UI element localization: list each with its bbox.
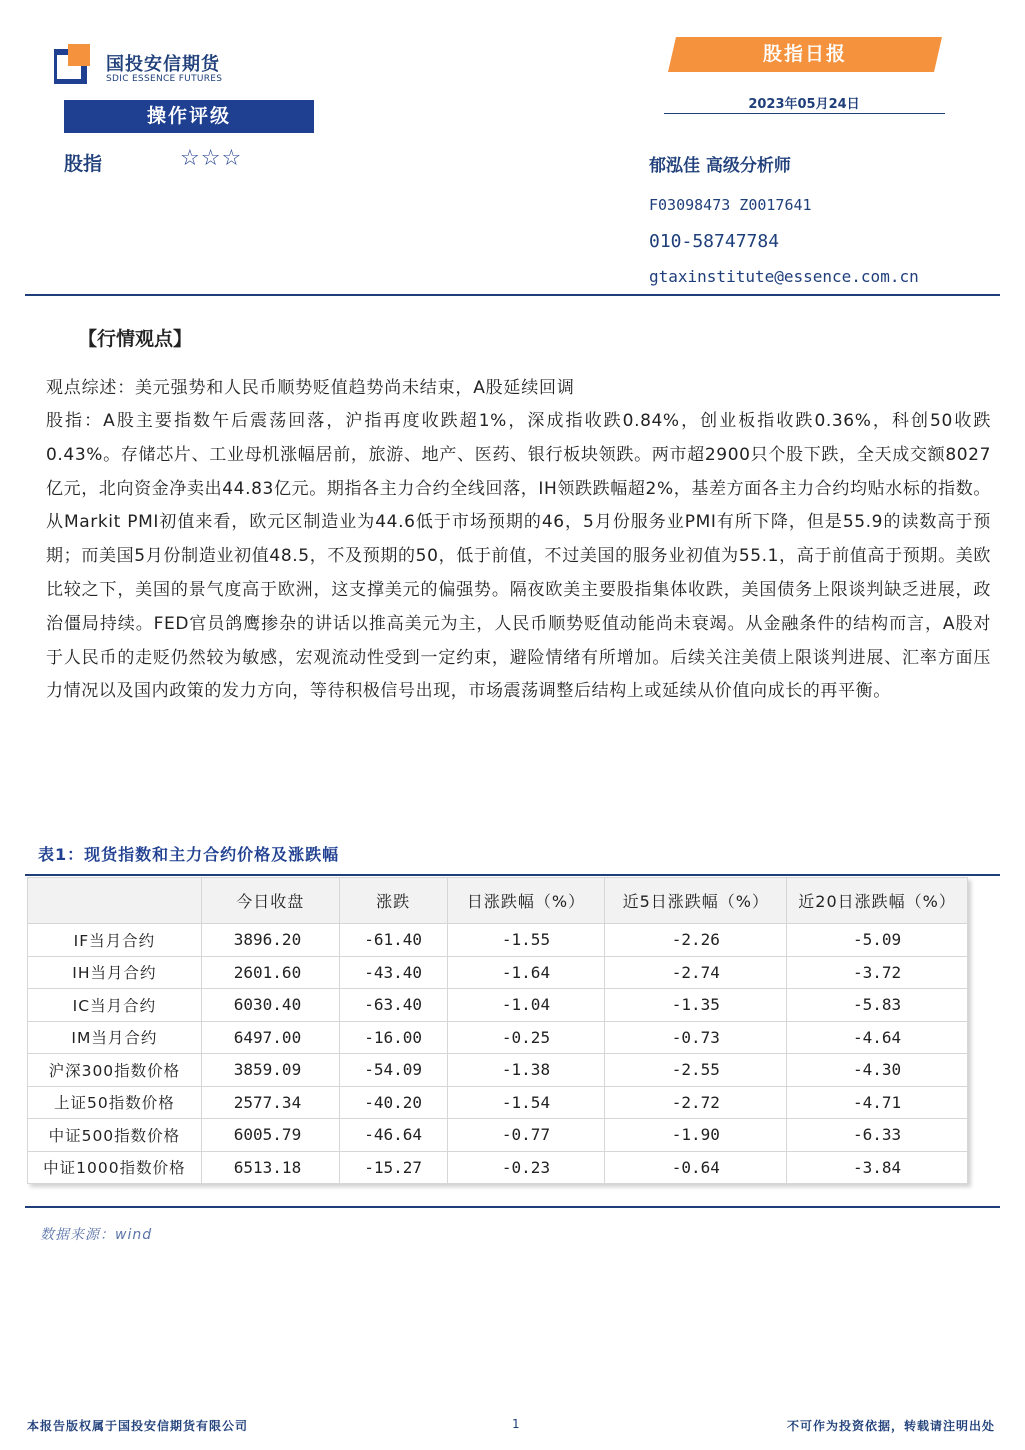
cell-daily-pct: -0.25 xyxy=(447,1021,605,1054)
cell-5d-pct: -2.26 xyxy=(605,924,787,957)
report-date: 2023年05月24日 xyxy=(748,97,860,112)
price-table xyxy=(27,877,968,1184)
cell-5d-pct: -0.73 xyxy=(605,1021,787,1054)
column-header: 近20日涨跌幅（%） xyxy=(787,878,968,924)
row-name: 上证50指数价格 xyxy=(28,1086,202,1119)
cell-20d-pct: -4.30 xyxy=(787,1054,968,1087)
cell-daily-pct: -0.77 xyxy=(447,1119,605,1152)
table-row xyxy=(28,1119,968,1152)
cell-close: 6005.79 xyxy=(201,1119,339,1152)
cell-20d-pct: -5.09 xyxy=(787,924,968,957)
cell-change: -15.27 xyxy=(339,1151,447,1184)
table-row xyxy=(28,1086,968,1119)
row-name: IC当月合约 xyxy=(28,989,202,1022)
column-header: 近5日涨跌幅（%） xyxy=(605,878,787,924)
summary-line: 观点综述：美元强势和人民币顺势贬值趋势尚未结束，A股延续回调 xyxy=(46,378,575,398)
cell-change: -54.09 xyxy=(339,1054,447,1087)
cell-daily-pct: -1.38 xyxy=(447,1054,605,1087)
row-name: IF当月合约 xyxy=(28,924,202,957)
row-name: 中证500指数价格 xyxy=(28,1119,202,1152)
analyst-email[interactable]: gtaxinstitute@essence.com.cn xyxy=(649,267,919,286)
row-name: 中证1000指数价格 xyxy=(28,1151,202,1184)
column-header xyxy=(28,878,202,924)
footer-copyright: 本报告版权属于国投安信期货有限公司 xyxy=(27,1419,249,1433)
table-bottom-rule xyxy=(25,1206,1000,1208)
brand-name-en: SDIC ESSENCE FUTURES xyxy=(106,74,223,84)
cell-close: 6030.40 xyxy=(201,989,339,1022)
table-row xyxy=(28,1021,968,1054)
table-row xyxy=(28,956,968,989)
cell-close: 3859.09 xyxy=(201,1054,339,1087)
section-heading: 【行情观点】 xyxy=(78,328,193,350)
cell-5d-pct: -1.90 xyxy=(605,1119,787,1152)
column-header: 今日收盘 xyxy=(201,878,339,924)
analyst-phone: 010-58747784 xyxy=(649,231,780,252)
cell-20d-pct: -4.71 xyxy=(787,1086,968,1119)
cell-20d-pct: -3.84 xyxy=(787,1151,968,1184)
cell-5d-pct: -2.74 xyxy=(605,956,787,989)
column-header: 涨跌 xyxy=(339,878,447,924)
brand-name-cn: 国投安信期货 xyxy=(106,54,220,75)
rating-stars: ☆☆☆ xyxy=(180,146,243,171)
page-number: 1 xyxy=(512,1417,520,1431)
table-header-row xyxy=(28,878,968,924)
cell-daily-pct: -1.55 xyxy=(447,924,605,957)
header-divider xyxy=(25,294,1000,296)
cell-daily-pct: -1.64 xyxy=(447,956,605,989)
rating-label: 操作评级 xyxy=(64,100,314,133)
cell-change: -40.20 xyxy=(339,1086,447,1119)
cell-daily-pct: -1.54 xyxy=(447,1086,605,1119)
sdic-logo-icon xyxy=(54,44,94,84)
table-row xyxy=(28,1151,968,1184)
analyst-ids: F03098473 Z0017641 xyxy=(649,196,812,214)
cell-5d-pct: -2.72 xyxy=(605,1086,787,1119)
row-name: IH当月合约 xyxy=(28,956,202,989)
cell-close: 2577.34 xyxy=(201,1086,339,1119)
cell-close: 2601.60 xyxy=(201,956,339,989)
cell-5d-pct: -2.55 xyxy=(605,1054,787,1087)
analyst-name: 郁泓佳 高级分析师 xyxy=(649,156,791,176)
cell-change: -43.40 xyxy=(339,956,447,989)
report-title: 股指日报 xyxy=(762,43,847,65)
cell-change: -63.40 xyxy=(339,989,447,1022)
footer-disclaimer: 不可作为投资依据，转载请注明出处 xyxy=(786,1419,995,1433)
data-source: 数据来源：wind xyxy=(40,1227,153,1243)
table-row xyxy=(28,924,968,957)
cell-close: 6497.00 xyxy=(201,1021,339,1054)
cell-close: 6513.18 xyxy=(201,1151,339,1184)
rating-category: 股指 xyxy=(64,153,103,175)
table-row xyxy=(28,989,968,1022)
row-name: 沪深300指数价格 xyxy=(28,1054,202,1087)
cell-change: -61.40 xyxy=(339,924,447,957)
column-header: 日涨跌幅（%） xyxy=(447,878,605,924)
cell-20d-pct: -4.64 xyxy=(787,1021,968,1054)
cell-daily-pct: -0.23 xyxy=(447,1151,605,1184)
row-name: IM当月合约 xyxy=(28,1021,202,1054)
date-underline xyxy=(664,113,945,114)
cell-change: -16.00 xyxy=(339,1021,447,1054)
cell-20d-pct: -5.83 xyxy=(787,989,968,1022)
cell-change: -46.64 xyxy=(339,1119,447,1152)
table-title: 表1：现货指数和主力合约价格及涨跌幅 xyxy=(38,845,340,864)
cell-close: 3896.20 xyxy=(201,924,339,957)
table-row xyxy=(28,1054,968,1087)
analysis-paragraph: 股指：A股主要指数午后震荡回落，沪指再度收跌超1%，深成指收跌0.84%，创业板指收跌0.36%，科创50收跌0.43%。存储芯片、工业母机涨幅居前，旅游、地产、医药、银行板块领跌。两市超2900只个股下跌，全天成交额8027亿元，北向资金净卖出44.83亿元。期指各主力合约全线回落，IH领跌跌幅超2%，基差方面各主力合约均贴水标的指数。从Markit PMI初值来看，欧元区制造业为44.6低于市场预期的46，5月份服务业PMI有所下降，但是55.9的读数高于预期；而美国5月份制造业初值48.5，不及预期的50，低于前值，不过美国的服务业初值为55.1，高于前值高于预期。美欧比较之下，美国的景气度高于欧洲，这支撑美元的偏强势。隔夜欧美主要股指集体收跌，美国债务上限谈判缺乏进展，政治僵局持续。FED官员鸽鹰掺杂的讲话以推高美元为主，人民币顺势贬值动能尚未衰竭。从金融条件的结构而言，A股对于人民币的走贬仍然较为敏感，宏观流动性受到一定约束，避险情绪有所增加。后续关注美债上限谈判进展、汇率方面压力情况以及国内政策的发力方向，等待积极信号出现，市场震荡调整后结构上或延续从价值向成长的再平衡。 xyxy=(46,411,991,702)
cell-5d-pct: -0.64 xyxy=(605,1151,787,1184)
table-top-rule xyxy=(25,874,1000,876)
cell-20d-pct: -6.33 xyxy=(787,1119,968,1152)
cell-5d-pct: -1.35 xyxy=(605,989,787,1022)
cell-20d-pct: -3.72 xyxy=(787,956,968,989)
cell-daily-pct: -1.04 xyxy=(447,989,605,1022)
